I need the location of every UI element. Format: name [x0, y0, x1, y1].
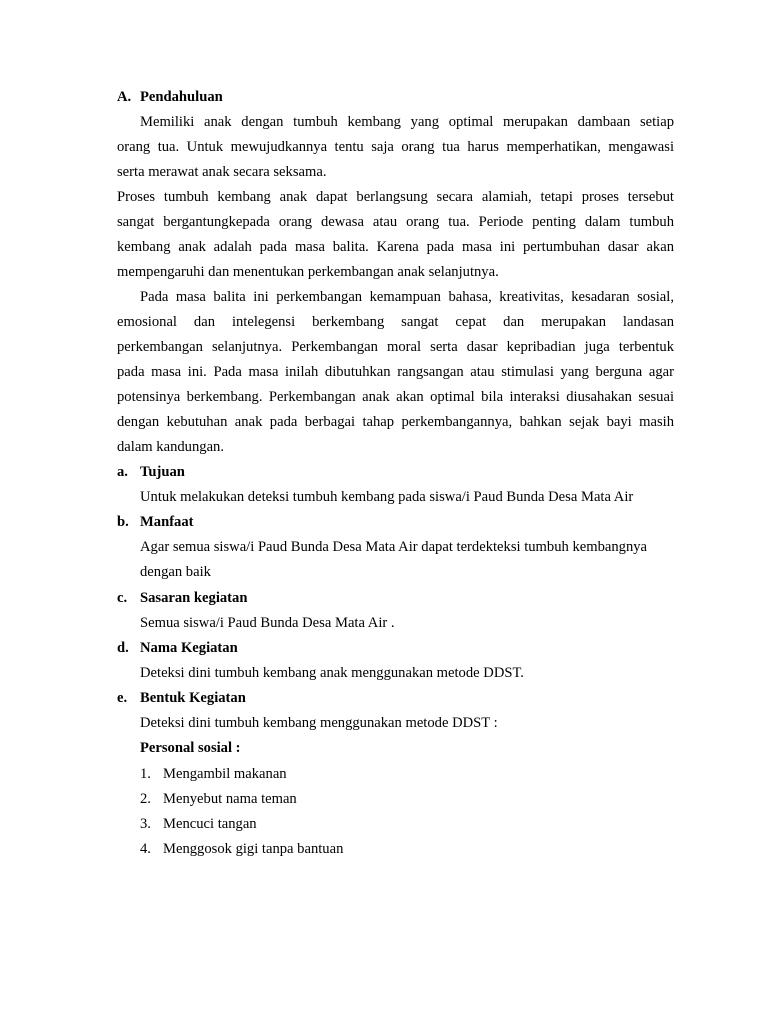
paragraph-line: serta merawat anak secara seksama.: [117, 164, 327, 180]
paragraph-line: dalam kandungan.: [117, 439, 224, 455]
section-marker: A.: [117, 89, 132, 105]
subsection-marker: a.: [117, 464, 128, 480]
paragraph-line: Pada masa balita ini perkembangan kemampuan bahasa, kreativitas, kesadaran sosial,: [140, 289, 674, 305]
subsection-body: Semua siswa/i Paud Bunda Desa Mata Air .: [140, 615, 395, 631]
personal-sosial-heading: Personal sosial :: [140, 740, 241, 756]
list-item: Mengambil makanan: [163, 766, 287, 782]
paragraph-line: emosional dan intelegensi berkembang sangat cepat dan merupakan landasan: [117, 314, 674, 330]
subsection-body: dengan baik: [140, 564, 211, 580]
paragraph-line: mempengaruhi dan menentukan perkembangan anak selanjutnya.: [117, 264, 499, 280]
list-number: 1.: [140, 766, 151, 782]
list-number: 4.: [140, 841, 151, 857]
subsection-body: Agar semua siswa/i Paud Bunda Desa Mata Air dapat terdekteksi tumbuh kembangnya: [140, 539, 648, 555]
list-item: Menyebut nama teman: [163, 791, 297, 807]
paragraph-line: sangat bergantungkepada orang dewasa atau orang tua. Periode penting dalam tumbuh: [117, 214, 674, 230]
paragraph-line: perkembangan selanjutnya. Perkembangan moral serta dasar kepribadian juga terbentuk: [117, 339, 674, 355]
list-number: 2.: [140, 791, 151, 807]
subsection-title-manfaat: Manfaat: [140, 514, 194, 530]
paragraph-line: pada masa ini. Pada masa inilah dibutuhkan rangsangan atau stimulasi yang berguna agar: [117, 364, 674, 380]
paragraph-line: dengan kebutuhan anak pada berbagai tahap perkembangannya, bahkan sejak bayi masih: [117, 414, 674, 430]
list-item: Mencuci tangan: [163, 816, 257, 832]
list-item: Menggosok gigi tanpa bantuan: [163, 841, 344, 857]
section-title: Pendahuluan: [140, 89, 223, 105]
paragraph-line: Memiliki anak dengan tumbuh kembang yang optimal merupakan dambaan setiap: [140, 114, 674, 130]
paragraph-line: Proses tumbuh kembang anak dapat berlangsung secara alamiah, tetapi proses tersebut: [117, 189, 674, 205]
list-number: 3.: [140, 816, 151, 832]
subsection-marker: b.: [117, 514, 129, 530]
subsection-marker: c.: [117, 590, 128, 606]
subsection-body: Untuk melakukan deteksi tumbuh kembang pada siswa/i Paud Bunda Desa Mata Air: [140, 489, 634, 505]
subsection-title-sasaran: Sasaran kegiatan: [140, 590, 248, 606]
subsection-title-nama: Nama Kegiatan: [140, 640, 238, 656]
subsection-title-tujuan: Tujuan: [140, 464, 185, 480]
paragraph-line: kembang anak adalah pada masa balita. Karena pada masa ini pertumbuhan dasar akan: [117, 239, 674, 255]
subsection-body: Deteksi dini tumbuh kembang anak menggunakan metode DDST.: [140, 665, 524, 681]
subsection-marker: d.: [117, 640, 129, 656]
paragraph-line: orang tua. Untuk mewujudkannya tentu saja orang tua harus memperhatikan, mengawasi: [117, 139, 674, 155]
subsection-title-bentuk: Bentuk Kegiatan: [140, 690, 246, 706]
paragraph-line: potensinya berkembang. Perkembangan anak akan optimal bila interaksi diusahakan sesuai: [117, 389, 674, 405]
subsection-marker: e.: [117, 690, 128, 706]
subsection-body: Deteksi dini tumbuh kembang menggunakan metode DDST :: [140, 715, 498, 731]
